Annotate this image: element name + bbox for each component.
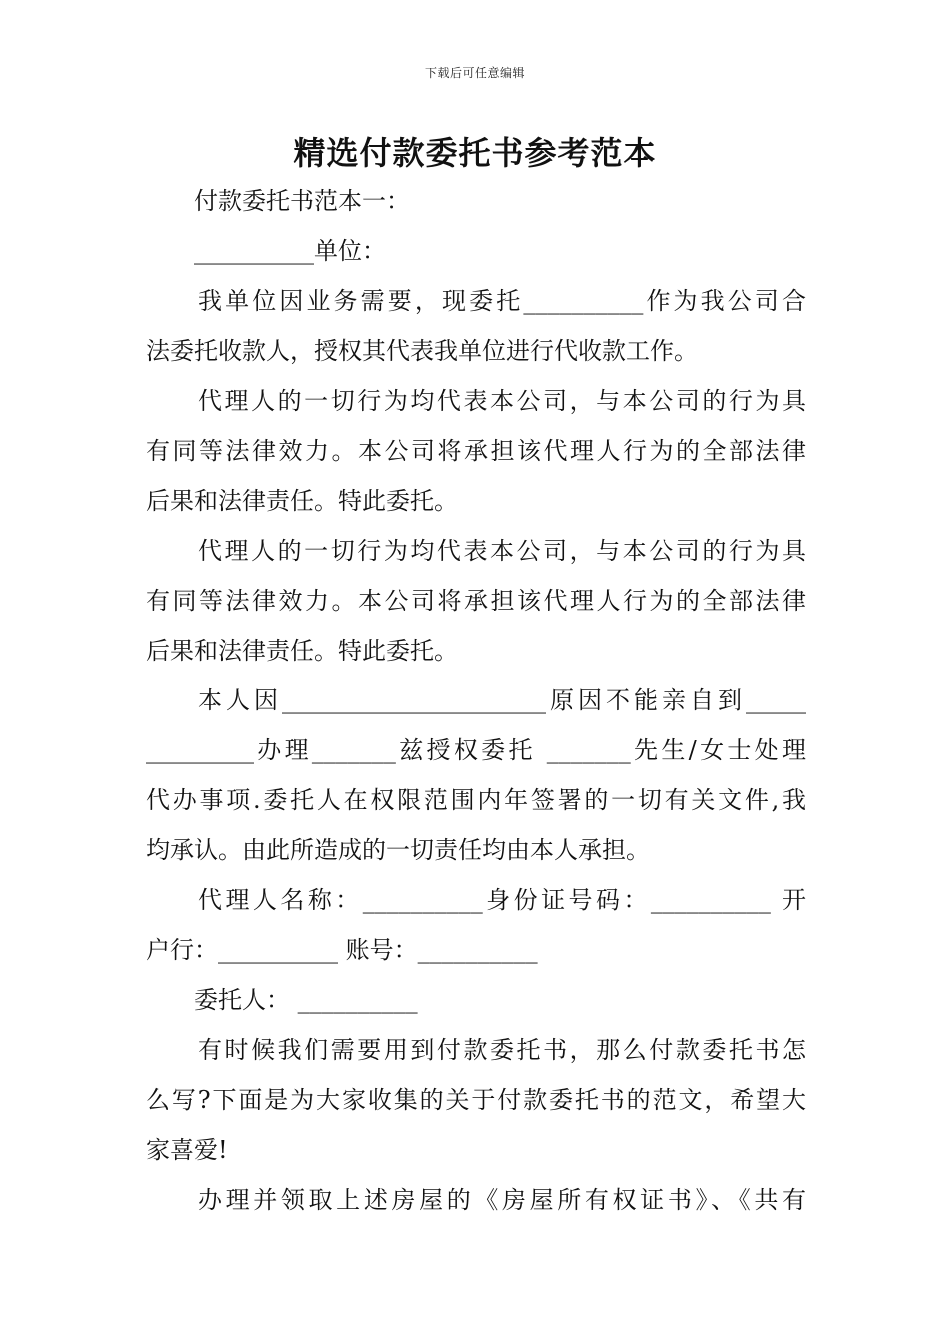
section-heading: 付款委托书范本一： [194, 187, 410, 215]
principal-line: 委托人： __________ [194, 986, 418, 1014]
paragraph-line: 办理并领取上述房屋的《房屋所有权证书》、《共有 [198, 1186, 806, 1214]
agent-info-line: 代理人名称：__________身份证号码：__________ 开 [198, 886, 806, 914]
paragraph-line: 么写?下面是为大家收集的关于付款委托书的范文，希望大 [146, 1086, 806, 1114]
paragraph-line: 有时候我们需要用到付款委托书，那么付款委托书怎 [198, 1036, 806, 1064]
paragraph-line: 后果和法律责任。特此委托。 [146, 487, 458, 515]
paragraph-line: 后果和法律责任。特此委托。 [146, 637, 458, 665]
paragraph-line: 本人因______________________原因不能亲自到_____ [198, 686, 806, 714]
paragraph-line: 代理人的一切行为均代表本公司，与本公司的行为具 [198, 387, 806, 415]
bank-info-line: 户行：__________ 账号：__________ [146, 936, 538, 964]
paragraph-line: 有同等法律效力。本公司将承担该代理人行为的全部法律 [146, 587, 806, 615]
addressee-line: __________单位： [194, 237, 386, 265]
paragraph-line: 代办事项.委托人在权限范围内年签署的一切有关文件,我 [146, 786, 806, 814]
paragraph-line: 家喜爱! [146, 1136, 228, 1164]
paragraph-line: 代理人的一切行为均代表本公司，与本公司的行为具 [198, 537, 806, 565]
paragraph-line: 法委托收款人，授权其代表我单位进行代收款工作。 [146, 337, 698, 365]
paragraph-line: _________办理_______兹授权委托 _______先生/女士处理 [146, 736, 806, 764]
paragraph-line: 有同等法律效力。本公司将承担该代理人行为的全部法律 [146, 437, 806, 465]
paragraph-line: 均承认。由此所造成的一切责任均由本人承担。 [146, 836, 650, 864]
header-note: 下载后可任意编辑 [424, 66, 525, 80]
paragraph-line: 我单位因业务需要，现委托__________作为我公司合 [198, 287, 806, 315]
document-title: 精选付款委托书参考范本 [293, 134, 657, 172]
